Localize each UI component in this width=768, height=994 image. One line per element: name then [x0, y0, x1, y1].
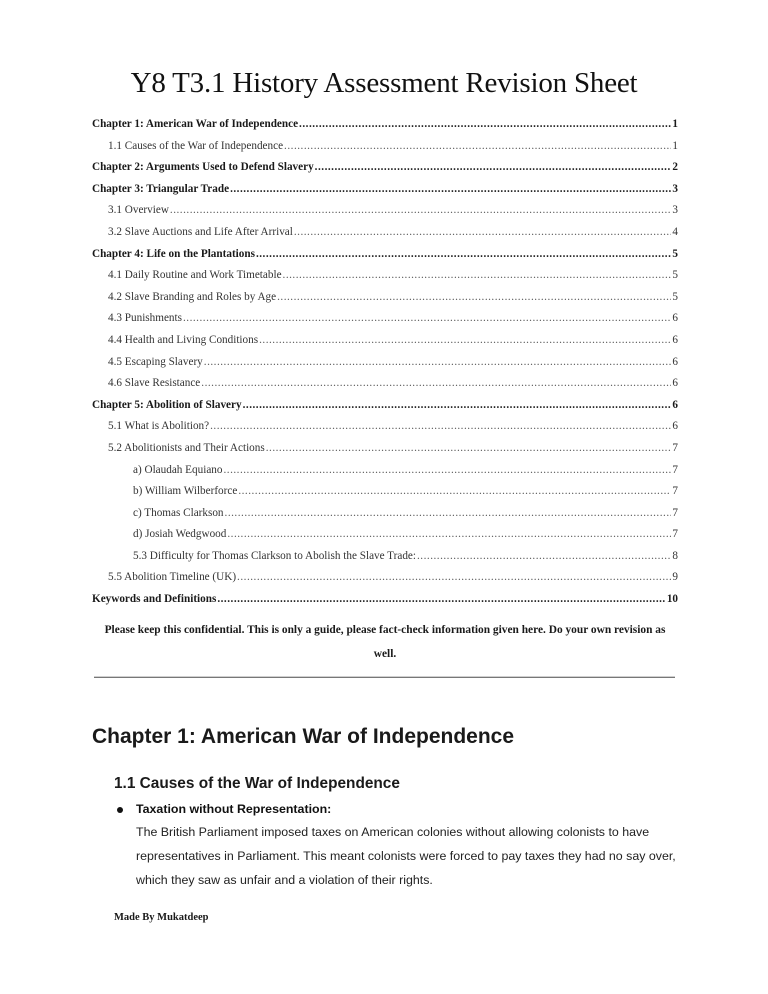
toc-item[interactable]: 1.1 Causes of the War of Independence ..... 1 [92, 136, 678, 158]
toc-item[interactable]: 4.2 Slave Branding and Roles by Age ..... 5 [92, 287, 678, 309]
toc-leader-dots [237, 567, 671, 589]
toc-item[interactable]: 3.2 Slave Auctions and Life After Arrival ..... 4 [92, 222, 678, 244]
toc-leader-dots [284, 136, 671, 158]
toc-leader-dots [217, 589, 665, 611]
toc-leader-dots [243, 395, 672, 417]
toc-leader-dots [266, 438, 672, 460]
section-1-1-heading: 1.1 Causes of the War of Independence [114, 775, 400, 793]
toc-leader-dots [277, 287, 671, 309]
toc-leader-dots [210, 416, 671, 438]
toc-item[interactable]: Chapter 3: Triangular Trade ..... 3 [92, 179, 678, 201]
confidential-notice: Please keep this confidential. This is only a guide, please fact-check information given here. Do your own revision as well. [104, 624, 666, 661]
toc-item[interactable]: 3.1 Overview ..... 3 [92, 200, 678, 222]
toc-leader-dots [223, 460, 671, 482]
toc-item[interactable]: b) William Wilberforce ..... 7 [92, 481, 678, 503]
toc-leader-dots [299, 114, 671, 136]
table-of-contents [92, 114, 678, 611]
toc-item[interactable]: 5.3 Difficulty for Thomas Clarkson to Abolish the Slave Trade: ..... 8 [92, 546, 678, 568]
bullet-body: The British Parliament imposed taxes on American colonies without allowing colonists to have representatives in Parliament. This meant colonists were forced to pay taxes they had no say over, which they saw as unfair and a violation of their rights. [136, 825, 676, 887]
toc-leader-dots [204, 352, 672, 374]
document-title: Y8 T3.1 History Assessment Revision Sheet [130, 67, 638, 100]
toc-leader-dots [170, 200, 672, 222]
toc-leader-dots [238, 481, 671, 503]
toc-item[interactable]: d) Josiah Wedgwood ..... 7 [92, 524, 678, 546]
toc-item[interactable]: Chapter 4: Life on the Plantations ..... 5 [92, 244, 678, 266]
list-item [114, 798, 684, 892]
toc-leader-dots [283, 265, 672, 287]
horizontal-divider [94, 676, 675, 678]
toc-leader-dots [259, 330, 671, 352]
toc-item[interactable]: Chapter 5: Abolition of Slavery ..... 6 [92, 395, 678, 417]
toc-leader-dots [294, 222, 672, 244]
bullet-title: Taxation without Representation: [136, 802, 332, 816]
toc-item[interactable]: 4.1 Daily Routine and Work Timetable ..... 5 [92, 265, 678, 287]
toc-item[interactable]: 5.2 Abolitionists and Their Actions ..... 7 [92, 438, 678, 460]
toc-leader-dots [201, 373, 671, 395]
toc-item[interactable]: Chapter 1: American War of Independence ..... 1 [92, 114, 678, 136]
toc-leader-dots [417, 546, 671, 568]
toc-item[interactable]: 4.3 Punishments ..... 6 [92, 308, 678, 330]
toc-leader-dots [183, 308, 671, 330]
footer-credit: Made By Mukatdeep [114, 912, 209, 923]
toc-item[interactable]: a) Olaudah Equiano ..... 7 [92, 460, 678, 482]
toc-leader-dots [256, 244, 671, 266]
toc-leader-dots [225, 503, 672, 525]
toc-item[interactable]: 4.6 Slave Resistance ..... 6 [92, 373, 678, 395]
toc-leader-dots [227, 524, 671, 546]
chapter-1-heading: Chapter 1: American War of Independence [92, 725, 515, 749]
toc-item[interactable]: 4.4 Health and Living Conditions ..... 6 [92, 330, 678, 352]
toc-leader-dots [230, 179, 671, 201]
toc-item[interactable]: 4.5 Escaping Slavery ..... 6 [92, 352, 678, 374]
toc-item[interactable]: Chapter 2: Arguments Used to Defend Slavery ..... 2 [92, 157, 678, 179]
bullet-icon [117, 807, 123, 813]
toc-item[interactable]: 5.1 What is Abolition? ..... 6 [92, 416, 678, 438]
causes-bullet-list [114, 798, 684, 892]
toc-item[interactable]: 5.5 Abolition Timeline (UK) ..... 9 [92, 567, 678, 589]
toc-leader-dots [315, 157, 672, 179]
toc-item[interactable]: c) Thomas Clarkson ..... 7 [92, 503, 678, 525]
toc-item[interactable]: Keywords and Definitions ..... 10 [92, 589, 678, 611]
